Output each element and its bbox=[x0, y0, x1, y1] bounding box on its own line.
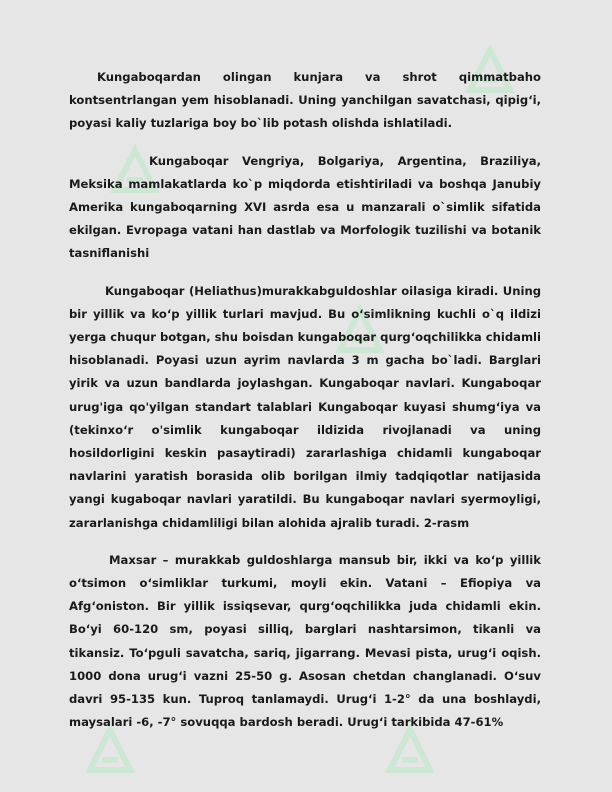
paragraph: Kungaboqar (Heliathus)murakkabguldoshlar oilasiga kiradi. Uning bir yillik va ko‘p yillik turlari mavjud. Bu o‘simlikning kuchli o`q ildizi yerga chuqur botgan, shu boisdan kungaboqar qurg‘oqchilikka chidamli hisoblanadi. Poyasi uzun ayrim navlarda 3 m gacha bo`ladi. Barglari yirik va uzun bandlarda joylashgan. Kungaboqar navlari. Kungaboqar urug'iga qo'yilgan standart talablari Kungaboqar kuyasi shumg‘iya va (tekinxo‘r o'simlik kungaboqar ildizida rivojlanadi va uning hosildorligini keskin pasaytiradi) zararlashiga chidamli kungaboqar navlarini yaratish borasida olib borilgan ilmiy tadqiqotlar natijasida yangi kugaboqar navlari yaratildi. Bu kungaboqar navlari syermoyligi, zararlanishga chidamliligi bilan alohida ajralib turadi. 2-rasm bbox=[69, 283, 541, 530]
document-body bbox=[69, 66, 541, 734]
paragraph: Maxsar – murakkab guldoshlarga mansub bir, ikki va ko‘p yillik o‘tsimon o‘simliklar turkumi, moyli ekin. Vatani – Efiopiya va Afg‘oniston. Bir yillik issiqsevar, qurg‘oqchilikka juda chidamli ekin. Bo‘yi 60-120 sm, poyasi silliq, barglari nashtarsimon, tikanli va tikansiz. To‘pguli savatcha, sariq, jigarrang. Mevasi pista, urug‘i oqish. 1000 dona urug‘i vazni 25-50 g. Asosan chetdan changlanadi. O‘suv davri 95-135 kun. Tuproq tanlamaydi. Urug‘i 1-2° da una boshlaydi, maysalari -6, -7° sovuqqa bardosh beradi. Urug‘i tarkibida 47-61% bbox=[69, 552, 541, 730]
paragraph: Kungaboqar Vengriya, Bolgariya, Argentina, Braziliya, Meksika mamlakatlarda ko`p miqdorda etishtiriladi va boshqa Janubiy Amerika kungaboqarning XVI asrda esa u manzarali o`simlik sifatida ekilgan. Evropaga vatani han dastlab va Morfologik tuzilishi va botanik tasniflanishi bbox=[69, 153, 541, 261]
paragraph: Kungaboqardan olingan kunjara va shrot qimmatbaho kontsentrlangan yem hisoblanadi. Uning yanchilgan savatchasi, qipig‘i, poyasi kaliy tuzlariga boy bo`lib potash olishda ishlatiladi. bbox=[69, 70, 541, 131]
